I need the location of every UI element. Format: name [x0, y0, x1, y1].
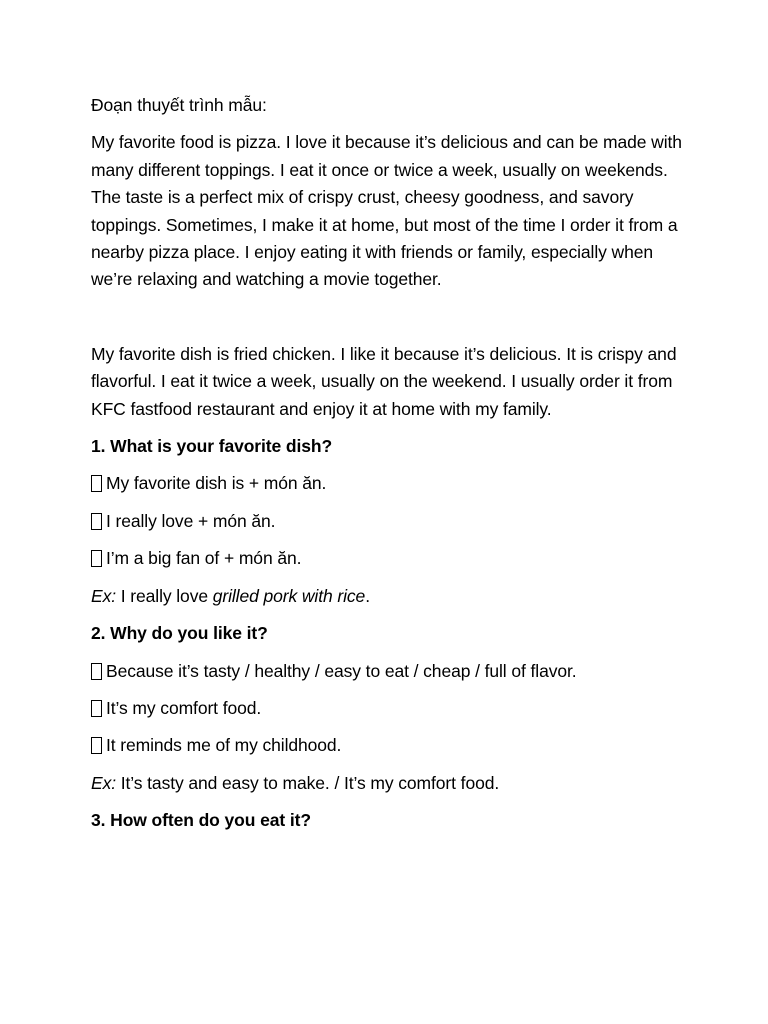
- question-2-option: [91, 732, 691, 759]
- question-1: 1. What is your favorite dish?: [91, 436, 333, 457]
- example-label: Ex:: [91, 585, 116, 606]
- question-2-option: [91, 658, 691, 685]
- document-page: [91, 92, 691, 845]
- example-text-end: .: [365, 585, 370, 606]
- document-title: Đoạn thuyết trình mẫu:: [91, 95, 267, 115]
- missing-glyph-box-icon: [91, 475, 102, 492]
- missing-glyph-box-icon: [91, 663, 102, 680]
- question-2-option: [91, 695, 691, 722]
- paragraph-spacer: [91, 304, 691, 341]
- missing-glyph-box-icon: [91, 737, 102, 754]
- option-text: I really love + món ăn.: [106, 510, 276, 531]
- example-text: It’s tasty and easy to make. / It’s my comfort food.: [116, 772, 500, 793]
- question-1-option: [91, 470, 691, 497]
- missing-glyph-box-icon: [91, 550, 102, 567]
- example-italic-text: grilled pork with rice: [212, 585, 366, 606]
- option-text: My favorite dish is + món ăn.: [106, 473, 327, 494]
- question-2: 2. Why do you like it?: [91, 623, 268, 644]
- option-text: It reminds me of my childhood.: [106, 735, 342, 756]
- option-text: Because it’s tasty / healthy / easy to eat / cheap / full of flavor.: [106, 660, 577, 681]
- missing-glyph-box-icon: [91, 700, 102, 717]
- missing-glyph-box-icon: [91, 513, 102, 530]
- example-text: I really love: [116, 585, 213, 606]
- sample-paragraph-fried-chicken: My favorite dish is fried chicken. I like it because it’s delicious. It is crispy and flavorful. I eat it twice a week, usually on the weekend. I usually order it from KFC fastfood restaurant and enjoy it at home with my family.: [91, 343, 677, 419]
- question-3: 3. How often do you eat it?: [91, 810, 311, 831]
- question-1-option: [91, 545, 691, 572]
- question-1-option: [91, 508, 691, 535]
- example-label: Ex:: [91, 772, 116, 793]
- sample-paragraph-pizza: My favorite food is pizza. I love it because it’s delicious and can be made with many different toppings. I eat it once or twice a week, usually on weekends. The taste is a perfect mix of crispy crust, cheesy goodness, and savory toppings. Sometimes, I make it at home, but most of the time I order it from a nearby pizza place. I enjoy eating it with friends or family, especially when we’re relaxing and watching a movie together.: [91, 132, 682, 290]
- question-1-example: [91, 583, 691, 610]
- option-text: It’s my comfort food.: [106, 697, 262, 718]
- question-2-example: [91, 770, 691, 797]
- option-text: I’m a big fan of + món ăn.: [106, 548, 302, 569]
